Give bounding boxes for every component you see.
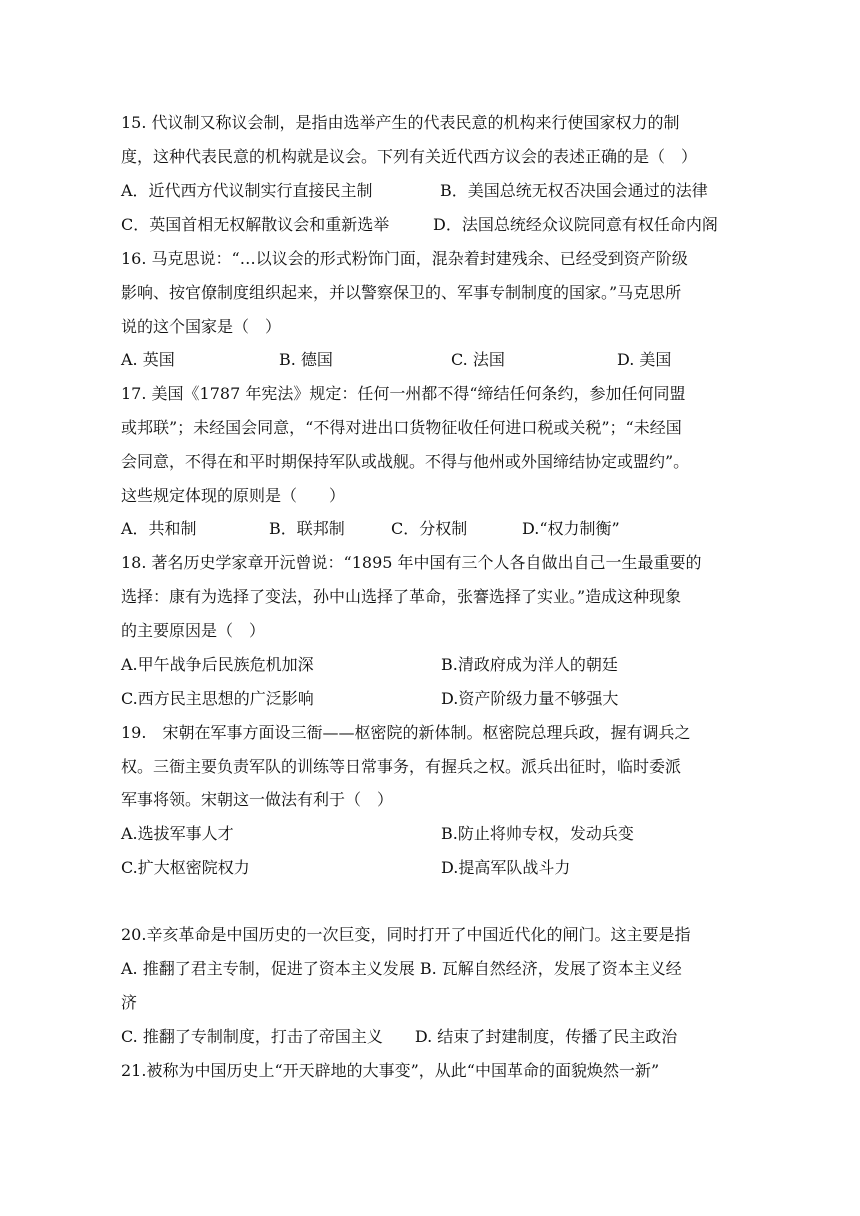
q17-option-d: D.“权力制衡” [522, 519, 620, 538]
q18-option-a: A.甲午战争后民族危机加深 [121, 655, 314, 674]
q16-stem-line-1: 16. 马克思说：“…以议会的形式粉饰门面，混杂着封建残余、已经受到资产阶级 [121, 249, 688, 268]
q18-option-b: B.清政府成为洋人的朝廷 [441, 655, 618, 674]
q19-option-d: D.提高军队战斗力 [441, 858, 571, 877]
q15-option-a: A．近代西方代议制实行直接民主制 [121, 181, 373, 200]
q17-stem-line-3: 会同意，不得在和平时期保持军队或战舰。不得与他州或外国缔结协定或盟约”。 [121, 452, 690, 471]
q15-stem-line-2: 度，这种代表民意的机构就是议会。下列有关近代西方议会的表述正确的是（ ） [121, 147, 698, 166]
q18-option-d: D.资产阶级力量不够强大 [441, 689, 619, 708]
q16-option-c: C. 法国 [451, 350, 505, 369]
q15-option-d: D．法国总统经众议院同意有权任命内阁 [433, 215, 718, 234]
q19-stem-line-3: 军事将领。宋朝这一做法有利于（ ） [121, 790, 394, 809]
q16-option-a: A. 英国 [121, 350, 175, 369]
q20-options-line-1: A. 推翻了君主专制，促进了资本主义发展 B. 瓦解自然经济，发展了资本主义经 [121, 959, 682, 978]
q18-stem-line-2: 选择：康有为选择了变法，孙中山选择了革命，张謇选择了实业。”造成这种现象 [121, 587, 682, 606]
q19-stem-line-2: 权。三衙主要负责军队的训练等日常事务，有握兵之权。派兵出征时，临时委派 [121, 757, 682, 776]
q17-option-b: B．联邦制 [269, 519, 345, 538]
q19-option-c: C.扩大枢密院权力 [121, 858, 250, 877]
q17-stem-line-1: 17. 美国《1787 年宪法》规定：任何一州都不得“缔结任何条约，参加任何同盟 [121, 384, 686, 403]
q16-stem-line-3: 说的这个国家是（ ） [121, 317, 282, 336]
q18-stem-line-3: 的主要原因是（ ） [121, 621, 266, 640]
q17-stem-line-2: 或邦联”；未经国会同意，“不得对进出口货物征收任何进口税或关税”；“未经国 [121, 418, 682, 437]
q16-option-b: B. 德国 [279, 350, 333, 369]
q21-stem-line-1: 21.被称为中国历史上“开天辟地的大事变”，从此“中国革命的面貌焕然一新” [121, 1061, 660, 1080]
q16-option-d: D. 美国 [617, 350, 672, 369]
q20-stem-line-1: 20.辛亥革命是中国历史的一次巨变，同时打开了中国近代化的闸门。这主要是指 [121, 925, 691, 944]
q16-stem-line-2: 影响、按官僚制度组织起来，并以警察保卫的、军事专制制度的国家。”马克思所 [121, 283, 682, 302]
q15-option-b: B．美国总统无权否决国会通过的法律 [440, 181, 708, 200]
q17-option-c: C．分权制 [391, 519, 468, 538]
q18-stem-line-1: 18. 著名历史学家章开沅曾说：“1895 年中国有三个人各自做出自己一生最重要的 [121, 553, 702, 572]
q20-options-line-2: 济 [121, 993, 138, 1012]
q20-options-line-3: C. 推翻了专制制度，打击了帝国主义 D. 结束了封建制度，传播了民主政治 [121, 1027, 678, 1046]
q19-stem-line-1: 19. 宋朝在军事方面设三衙——枢密院的新体制。枢密院总理兵政，握有调兵之 [121, 723, 691, 742]
q17-stem-line-4: 这些规定体现的原则是（ ） [121, 486, 346, 505]
q17-option-a: A．共和制 [121, 519, 197, 538]
q15-stem-line-1: 15. 代议制又称议会制，是指由选举产生的代表民意的机构来行使国家权力的制 [121, 113, 680, 132]
q15-option-c: C．英国首相无权解散议会和重新选举 [121, 215, 390, 234]
q18-option-c: C.西方民主思想的广泛影响 [121, 689, 314, 708]
q19-option-a: A.选拔军事人才 [121, 824, 234, 843]
q19-option-b: B.防止将帅专权，发动兵变 [441, 824, 634, 843]
